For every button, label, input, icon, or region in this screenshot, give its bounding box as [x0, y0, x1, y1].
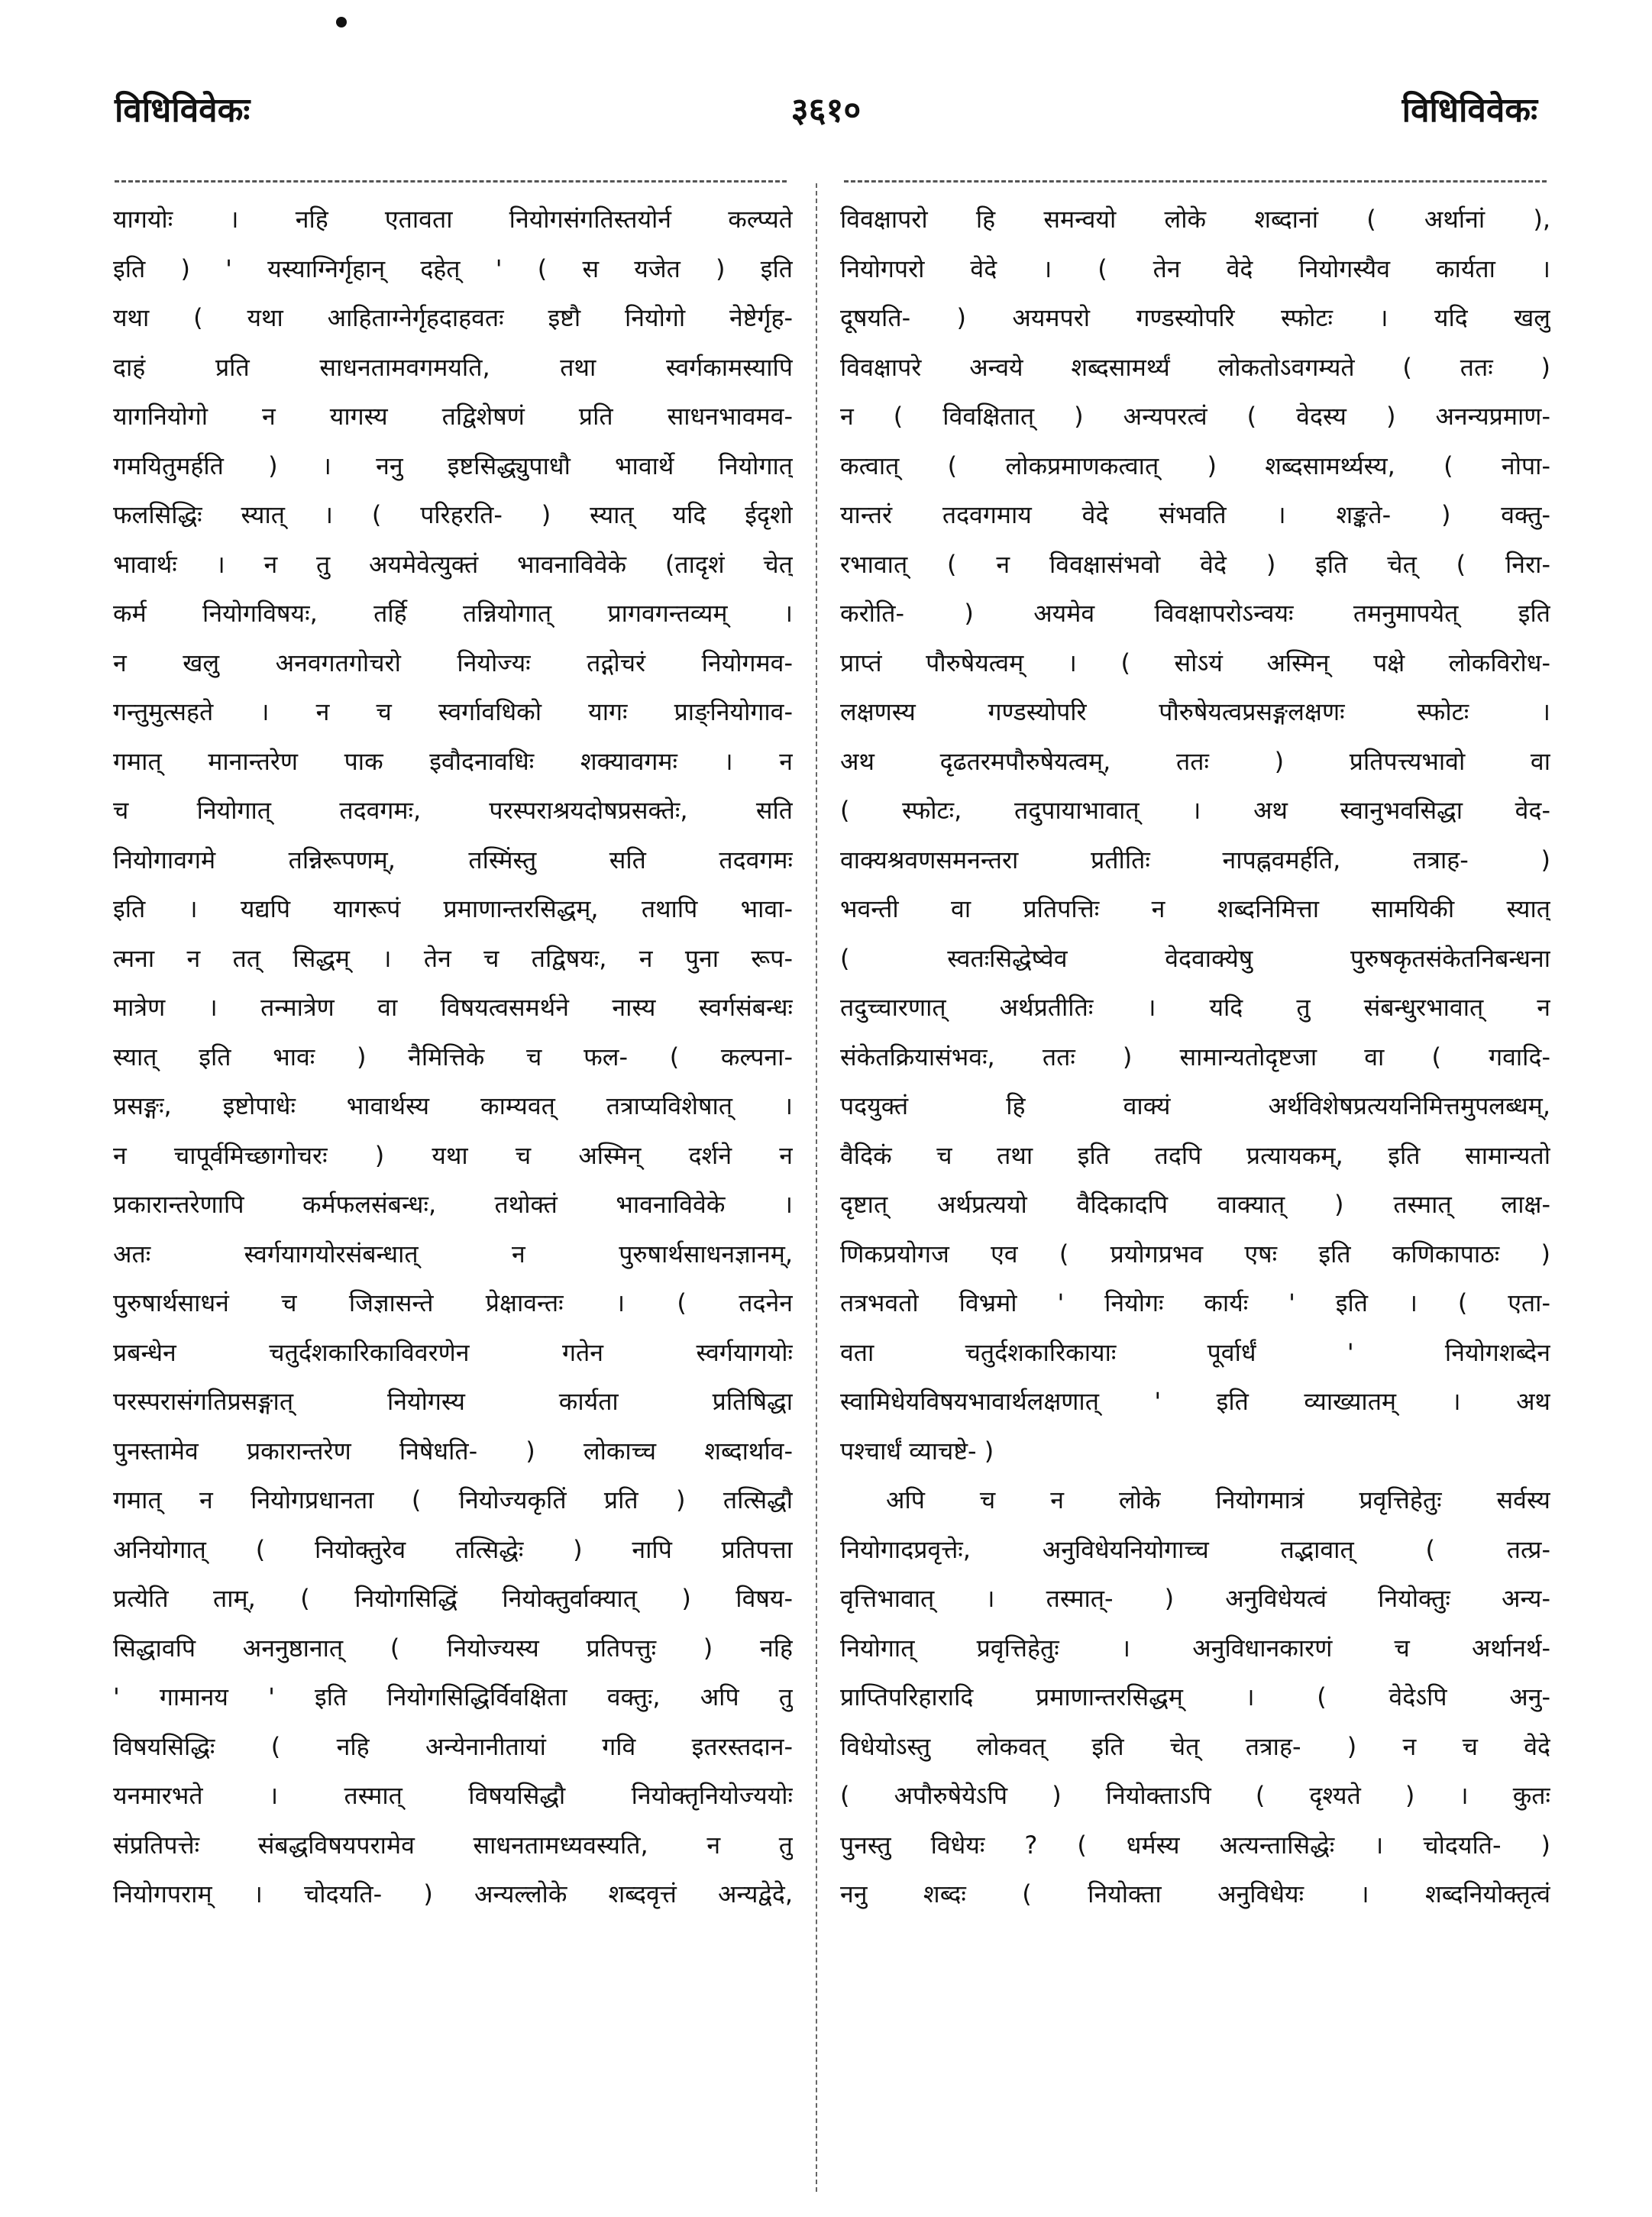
text-line: कत्वात् ( लोकप्रमाणकत्वात् ) शब्दसामर्थ्यस्य, ( नोपा-: [840, 451, 1550, 480]
text-line: न चापूर्वमिच्छागोचरः ) यथा च अस्मिन् दर्शने न: [113, 1140, 793, 1170]
text-line: यागनियोगो न यागस्य तद्विशेषणं प्रति साधनभावमव-: [113, 402, 793, 431]
text-line: भवन्ती वा प्रतिपत्तिः न शब्दनिमित्ता सामयिकी स्यात्: [840, 894, 1550, 923]
text-line: प्राप्तिपरिहारादि प्रमाणान्तरसिद्धम् । ( वेदेऽपि अनु-: [840, 1682, 1550, 1711]
text-line: तत्रभवतो विभ्रमो ' नियोगः कार्यः ' इति । ( एता-: [840, 1288, 1550, 1317]
text-line: ' गामानय ' इति नियोगसिद्धिर्विवक्षिता वक्तुः, अपि तु: [113, 1682, 793, 1711]
text-line: नियोगादप्रवृत्तेः, अनुविधेयनियोगाच्च तद्भावात् ( तत्प्र-: [840, 1534, 1550, 1564]
text-line: अपि च न लोके नियोगमात्रं प्रवृत्तिहेतुः सर्वस्य: [886, 1485, 1550, 1514]
header-right-title: विधिविवेकः: [1401, 91, 1537, 130]
right-column: [840, 195, 1550, 1919]
text-line: तदुच्चारणात् अर्थप्रतीतिः । यदि तु संबन्धुरभावात् न: [840, 993, 1550, 1022]
text-line: विवक्षापरो हि समन्वयो लोके शब्दानां ( अर्थानां ),: [840, 205, 1550, 234]
text-line: रभावात् ( न विवक्षासंभवो वेदे ) इति चेत् ( निरा-: [840, 549, 1550, 579]
page-number: ३६१०: [790, 91, 862, 130]
text-line: प्रत्येति ताम्, ( नियोगसिद्धिं नियोक्तुर्वाक्यात् ) विषय-: [113, 1584, 793, 1613]
text-line: इति । यद्यपि यागरूपं प्रमाणान्तरसिद्धम्, तथापि भावा-: [113, 894, 793, 923]
text-line: लक्षणस्य गण्डस्योपरि पौरुषेयत्वप्रसङ्गलक्षणः स्फोटः ।: [840, 697, 1550, 726]
page-header: [115, 86, 1537, 147]
text-line: ननु शब्दः ( नियोक्ता अनुविधेयः । शब्दनियोक्तृत्वं: [840, 1879, 1550, 1908]
text-line: परस्परासंगतिप्रसङ्गात् नियोगस्य कार्यता प्रतिषिद्धा: [113, 1387, 793, 1416]
text-line: प्राप्तं पौरुषेयत्वम् । ( सोऽयं अस्मिन् पक्षे लोकविरोध-: [840, 648, 1550, 677]
text-line: संकेतक्रियासंभवः, ततः ) सामान्यतोदृष्टजा वा ( गवादि-: [840, 1042, 1550, 1071]
header-left-title: विधिविवेकः: [115, 91, 251, 130]
text-line: दृष्टात् अर्थप्रत्ययो वैदिकादपि वाक्यात् ) तस्मात् लाक्ष-: [840, 1190, 1550, 1219]
text-line: वैदिकं च तथा इति तदपि प्रत्यायकम्, इति सामान्यतो: [840, 1140, 1550, 1170]
text-line: त्मना न तत् सिद्धम् । तेन च तद्विषयः, न पुना रूप-: [113, 943, 793, 973]
text-line: अतः स्वर्गयागयोरसंबन्धात् न पुरुषार्थसाधनज्ञानम्,: [113, 1239, 793, 1268]
column-separator: [816, 183, 817, 2192]
text-line: यान्तरं तदवगमाय वेदे संभवति । शङ्कते- ) वक्तु-: [840, 500, 1550, 529]
text-line: न ( विवक्षितात् ) अन्यपरत्वं ( वेदस्य ) अनन्यप्रमाण-: [840, 402, 1550, 431]
text-line: वता चतुर्दशकारिकायाः पूर्वार्धं ' नियोगशब्देन: [840, 1337, 1550, 1367]
text-line: स्वामिधेयविषयभावार्थलक्षणात् ' इति व्याख्यातम् । अथ: [840, 1387, 1550, 1416]
ink-dot: [336, 17, 347, 27]
text-line: नियोगावगमे तन्निरूपणम्, तस्मिंस्तु सति तदवगमः: [113, 845, 793, 874]
header-rule-right: [844, 180, 1547, 183]
header-rule-left: [115, 180, 787, 183]
text-line: प्रसङ्गः, इष्टोपाधेः भावार्थस्य काम्यवत् तत्राप्यविशेषात् ।: [113, 1091, 793, 1120]
text-line: गमयितुमर्हति ) । ननु इष्टसिद्ध्युपाधौ भावार्थे नियोगात्: [113, 451, 793, 480]
text-line: पुनस्तामेव प्रकारान्तरेण निषेधति- ) लोकाच्च शब्दार्थाव-: [113, 1436, 793, 1466]
text-line: न खलु अनवगतगोचरो नियोज्यः तद्गोचरं नियोगमव-: [113, 648, 793, 677]
text-line: स्यात् इति भावः ) नैमित्तिके च फल- ( कल्पना-: [113, 1042, 793, 1071]
text-line: इति ) ' यस्याग्निर्गृहान् दहेत् ' ( स यजेत ) इति: [113, 254, 793, 283]
text-line: णिकप्रयोगज एव ( प्रयोगप्रभव एषः इति कणिकापाठः ): [840, 1239, 1550, 1268]
text-line: दूषयति- ) अयमपरो गण्डस्योपरि स्फोटः । यदि खलु: [840, 303, 1550, 332]
text-line: पुनस्तु विधेयः ? ( धर्मस्य अत्यन्तासिद्धेः । चोदयति- ): [840, 1830, 1550, 1860]
text-line: फलसिद्धिः स्यात् । ( परिहरति- ) स्यात् यदि ईदृशो: [113, 500, 793, 529]
text-line: सिद्धावपि अननुष्ठानात् ( नियोज्यस्य प्रतिपत्तुः ) नहि: [113, 1633, 793, 1663]
text-line: अथ दृढतरमपौरुषेयत्वम्, ततः ) प्रतिपत्त्यभावो वा: [840, 746, 1550, 776]
text-line: विवक्षापरे अन्वये शब्दसामर्थ्यं लोकतोऽवगम्यते ( ततः ): [840, 352, 1550, 382]
text-line: विधेयोऽस्तु लोकवत् इति चेत् तत्राह- ) न च वेदे: [840, 1731, 1550, 1761]
text-line: संप्रतिपत्तेः संबद्धविषयपरामेव साधनतामध्यवस्यति, न तु: [113, 1830, 793, 1860]
text-line: गमात् मानान्तरेण पाक इवौदनावधिः शक्यावगमः । न: [113, 746, 793, 776]
text-line: प्रकारान्तरेणापि कर्मफलसंबन्धः, तथोक्तं भावनाविवेके ।: [113, 1190, 793, 1219]
text-line: कर्म नियोगविषयः, तर्हि तन्नियोगात् प्रागवगन्तव्यम् ।: [113, 599, 793, 628]
text-line: प्रबन्धेन चतुर्दशकारिकाविवरणेन गतेन स्वर्गयागयोः: [113, 1337, 793, 1367]
text-line: मात्रेण । तन्मात्रेण वा विषयत्वसमर्थने नास्य स्वर्गसंबन्धः: [113, 993, 793, 1022]
text-line: वृत्तिभावात् । तस्मात्- ) अनुविधेयत्वं नियोक्तुः अन्य-: [840, 1584, 1550, 1613]
text-line: दाहं प्रति साधनतामवगमयति, तथा स्वर्गकामस्यापि: [113, 352, 793, 382]
text-line: पश्चार्धं व्याचष्टे- ): [840, 1436, 994, 1466]
text-line: यागयोः । नहि एतावता नियोगसंगतिस्तयोर्न कल्प्यते: [113, 205, 793, 234]
text-line: विषयसिद्धिः ( नहि अन्येनानीतायां गवि इतरस्तदान-: [113, 1731, 793, 1761]
text-line: गमात् न नियोगप्रधानता ( नियोज्यकृतिं प्रति ) तत्सिद्धौ: [113, 1485, 793, 1514]
text-line: च नियोगात् तदवगमः, परस्पराश्रयदोषप्रसक्तेः, सति: [113, 796, 793, 825]
text-line: करोति- ) अयमेव विवक्षापरोऽन्वयः तमनुमापयेत् इति: [840, 599, 1550, 628]
text-line: पदयुक्तं हि वाक्यं अर्थविशेषप्रत्ययनिमित्तमुपलब्धम्,: [840, 1091, 1550, 1120]
text-line: नियोगात् प्रवृत्तिहेतुः । अनुविधानकारणं च अर्थानर्थ-: [840, 1633, 1550, 1663]
text-line: ( स्फोटः, तदुपायाभावात् । अथ स्वानुभवसिद्धा वेद-: [840, 796, 1550, 825]
text-line: पुरुषार्थसाधनं च जिज्ञासन्ते प्रेक्षावन्तः । ( तदनेन: [113, 1288, 793, 1317]
text-line: ( स्वतःसिद्धेष्वेव वेदवाक्येषु पुरुषकृतसंकेतनिबन्धना: [840, 943, 1550, 973]
text-line: गन्तुमुत्सहते । न च स्वर्गावधिको यागः प्राङ्नियोगाव-: [113, 697, 793, 726]
text-line: अनियोगात् ( नियोक्तुरेव तत्सिद्धेः ) नापि प्रतिपत्ता: [113, 1534, 793, 1564]
text-line: यनमारभते । तस्मात् विषयसिद्धौ नियोक्तृनियोज्ययोः: [113, 1781, 793, 1810]
text-line: ( अपौरुषेयेऽपि ) नियोक्ताऽपि ( दृश्यते ) । कुतः: [840, 1781, 1550, 1810]
text-line: यथा ( यथा आहिताग्नेर्गृहदाहवतः इष्टौ नियोगो नेष्टेर्गृह-: [113, 303, 793, 332]
text-line: वाक्यश्रवणसमनन्तरा प्रतीतिः नापह्नवमर्हति, तत्राह- ): [840, 845, 1550, 874]
text-line: नियोगपरो वेदे । ( तेन वेदे नियोगस्यैव कार्यता ।: [840, 254, 1550, 283]
text-line: नियोगपराम् । चोदयति- ) अन्यल्लोके शब्दवृत्तं अन्यद्वेदे,: [113, 1879, 793, 1908]
left-column: [113, 195, 793, 1919]
text-line: भावार्थः । न तु अयमेवेत्युक्तं भावनाविवेके (तादृशं चेत्: [113, 549, 793, 579]
